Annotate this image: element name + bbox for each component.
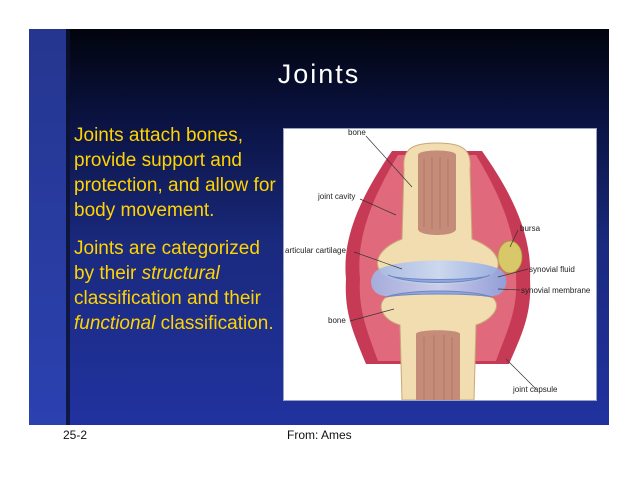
label-articular-cartilage: articular cartilage xyxy=(285,246,346,255)
bullet-2-text-a: Joints are categorized by their xyxy=(74,238,260,284)
bullet-2-text-c: classification. xyxy=(155,313,274,334)
source-credit: From: Ames xyxy=(287,428,352,442)
label-bone-bottom: bone xyxy=(328,316,346,325)
lower-bone-marrow xyxy=(416,330,460,400)
label-joint-cavity: joint cavity xyxy=(318,192,356,201)
bursa-shape xyxy=(498,241,522,273)
slide xyxy=(29,29,609,425)
bullet-2-text-b: classification and their xyxy=(74,288,261,309)
bullet-2-italic-functional: functional xyxy=(74,313,156,334)
joint-illustration xyxy=(284,129,596,400)
slide-title: Joints xyxy=(277,59,361,89)
label-joint-capsule: joint capsule xyxy=(513,385,558,394)
bullet-text-2 xyxy=(74,236,284,336)
label-synovial-fluid: synovial fluid xyxy=(529,265,575,274)
bullet-2-italic-structural: structural xyxy=(141,263,220,284)
label-bone-top: bone xyxy=(348,129,366,137)
label-bursa: bursa xyxy=(520,224,541,233)
bullet-text-1: Joints attach bones, provide support and protection, and allow for body movement. xyxy=(74,125,276,221)
label-synovial-membrane: synovial membrane xyxy=(521,286,591,295)
slide-number: 25-2 xyxy=(63,428,88,442)
joint-anatomy-diagram xyxy=(283,128,597,401)
